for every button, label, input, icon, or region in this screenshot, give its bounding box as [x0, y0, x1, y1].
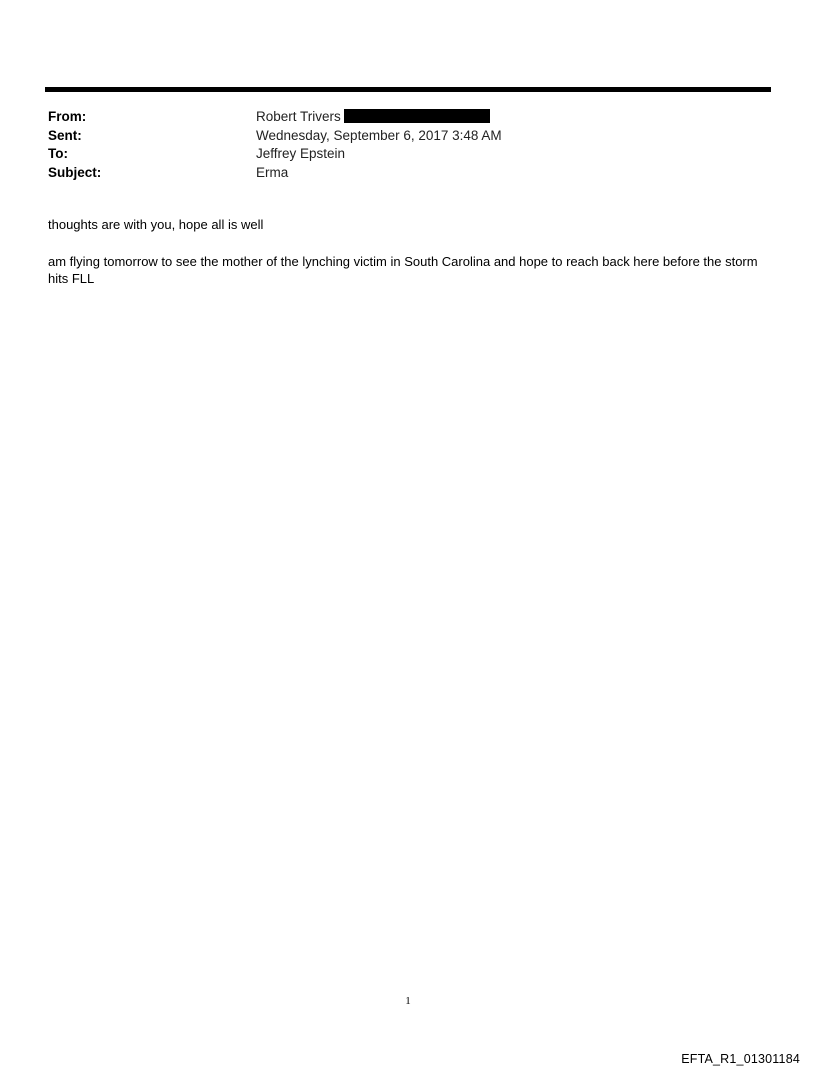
- from-row: [48, 108, 768, 127]
- sender-name: Robert Trivers: [256, 109, 341, 124]
- email-header: [48, 108, 768, 182]
- header-divider: [45, 87, 771, 92]
- to-label: To:: [48, 146, 68, 161]
- from-label: From:: [48, 109, 87, 124]
- subject-row: [48, 164, 768, 183]
- to-row: [48, 145, 768, 164]
- body-paragraph: thoughts are with you, hope all is well: [48, 217, 264, 232]
- page-number: 1: [405, 995, 411, 1007]
- redacted-email: [344, 109, 490, 123]
- body-paragraph: am flying tomorrow to see the mother of the lynching victim in South Carolina and hope to reach back here before the storm hits FLL: [48, 254, 758, 286]
- sent-row: [48, 127, 768, 146]
- sent-label: Sent:: [48, 127, 82, 143]
- document-id: EFTA_R1_01301184: [681, 1052, 800, 1066]
- subject-label: Subject:: [48, 164, 102, 180]
- subject-value: Erma: [256, 164, 289, 180]
- to-value: Jeffrey Epstein: [256, 146, 346, 161]
- sent-value: Wednesday, September 6, 2017 3:48 AM: [256, 127, 502, 143]
- from-value: [256, 108, 490, 127]
